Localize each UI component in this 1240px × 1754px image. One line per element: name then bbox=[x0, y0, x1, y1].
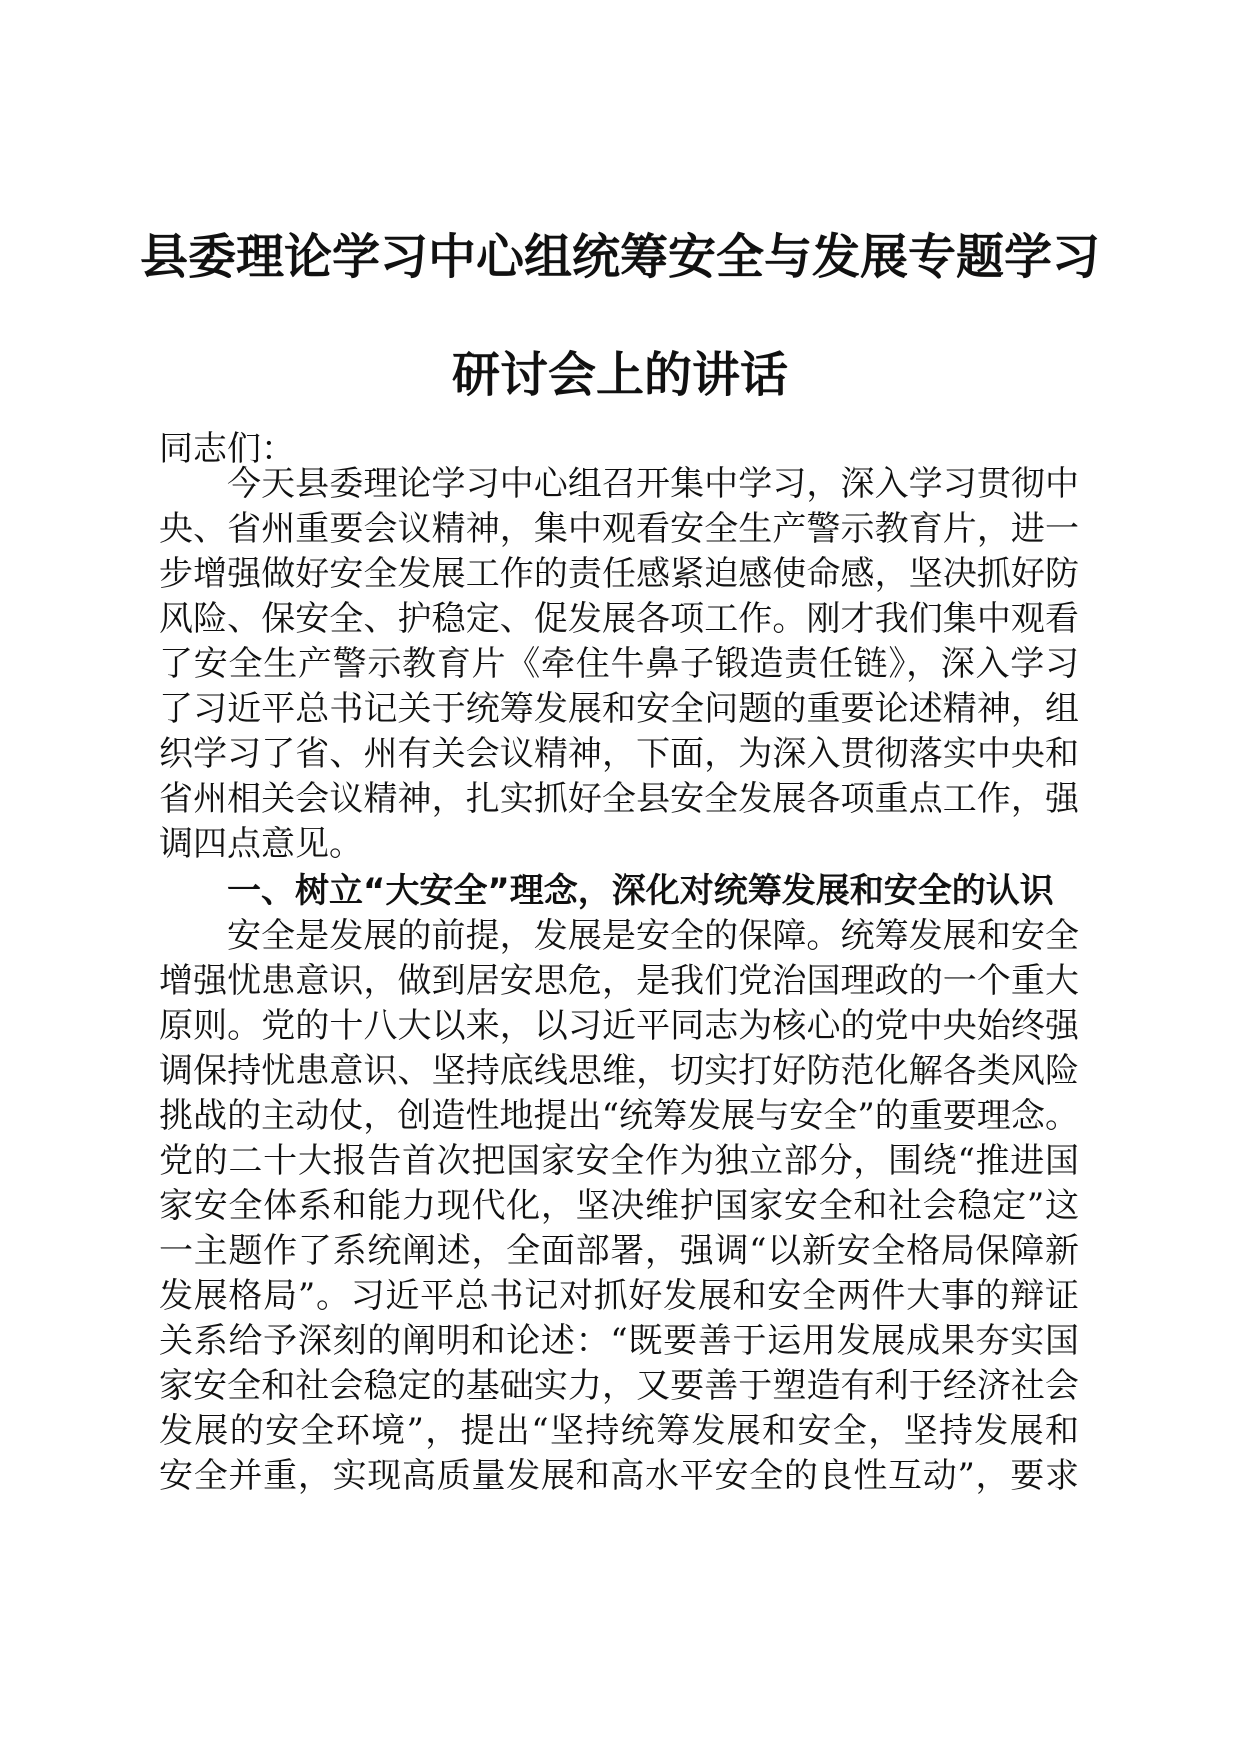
document-title-line-2: 研讨会上的讲话 bbox=[451, 347, 788, 403]
paragraph-line: 了安全生产警示教育片《牵住牛鼻子锻造责任链》，深入学习 bbox=[159, 644, 1079, 684]
paragraph-line: 省州相关会议精神，扎实抓好全县安全发展各项重点工作，强 bbox=[159, 779, 1079, 819]
paragraph-line: 调四点意见。 bbox=[159, 824, 363, 864]
paragraph-line: 安全是发展的前提，发展是安全的保障。统筹发展和安全 bbox=[227, 916, 1079, 956]
paragraph-line: 风险、保安全、护稳定、促发展各项工作。刚才我们集中观看 bbox=[159, 599, 1079, 639]
paragraph-line: 党的二十大报告首次把国家安全作为独立部分，围绕“推进国 bbox=[159, 1141, 1079, 1181]
paragraph-line: 今天县委理论学习中心组召开集中学习，深入学习贯彻中 bbox=[227, 464, 1079, 504]
paragraph-line: 挑战的主动仗，创造性地提出“统筹发展与安全”的重要理念。 bbox=[159, 1096, 1079, 1136]
document-title-line-1: 县委理论学习中心组统筹安全与发展专题学习 bbox=[140, 229, 1101, 285]
paragraph-line: 安全并重，实现高质量发展和高水平安全的良性互动”，要求 bbox=[159, 1456, 1079, 1496]
paragraph-line: 家安全和社会稳定的基础实力，又要善于塑造有利于经济社会 bbox=[159, 1366, 1079, 1406]
paragraph-line: 央、省州重要会议精神，集中观看安全生产警示教育片，进一 bbox=[159, 509, 1079, 549]
section-heading: 一、树立“大安全”理念，深化对统筹发展和安全的认识 bbox=[227, 871, 1054, 911]
paragraph-line: 发展格局”。习近平总书记对抓好发展和安全两件大事的辩证 bbox=[159, 1276, 1079, 1316]
paragraph-line: 增强忧患意识，做到居安思危，是我们党治国理政的一个重大 bbox=[159, 961, 1079, 1001]
salutation: 同志们： bbox=[159, 429, 295, 469]
paragraph-line: 家安全体系和能力现代化，坚决维护国家安全和社会稳定”这 bbox=[159, 1186, 1079, 1226]
paragraph-line: 调保持忧患意识、坚持底线思维，切实打好防范化解各类风险 bbox=[159, 1051, 1079, 1091]
paragraph-line: 了习近平总书记关于统筹发展和安全问题的重要论述精神，组 bbox=[159, 689, 1079, 729]
paragraph-line: 关系给予深刻的阐明和论述：“既要善于运用发展成果夯实国 bbox=[159, 1321, 1079, 1361]
paragraph-line: 步增强做好安全发展工作的责任感紧迫感使命感，坚决抓好防 bbox=[159, 554, 1079, 594]
paragraph-line: 一主题作了系统阐述，全面部署，强调“以新安全格局保障新 bbox=[159, 1231, 1079, 1271]
paragraph-line: 织学习了省、州有关会议精神，下面，为深入贯彻落实中央和 bbox=[159, 734, 1079, 774]
paragraph-line: 发展的安全环境”，提出“坚持统筹发展和安全，坚持发展和 bbox=[159, 1411, 1079, 1451]
paragraph-line: 原则。党的十八大以来，以习近平同志为核心的党中央始终强 bbox=[159, 1006, 1079, 1046]
